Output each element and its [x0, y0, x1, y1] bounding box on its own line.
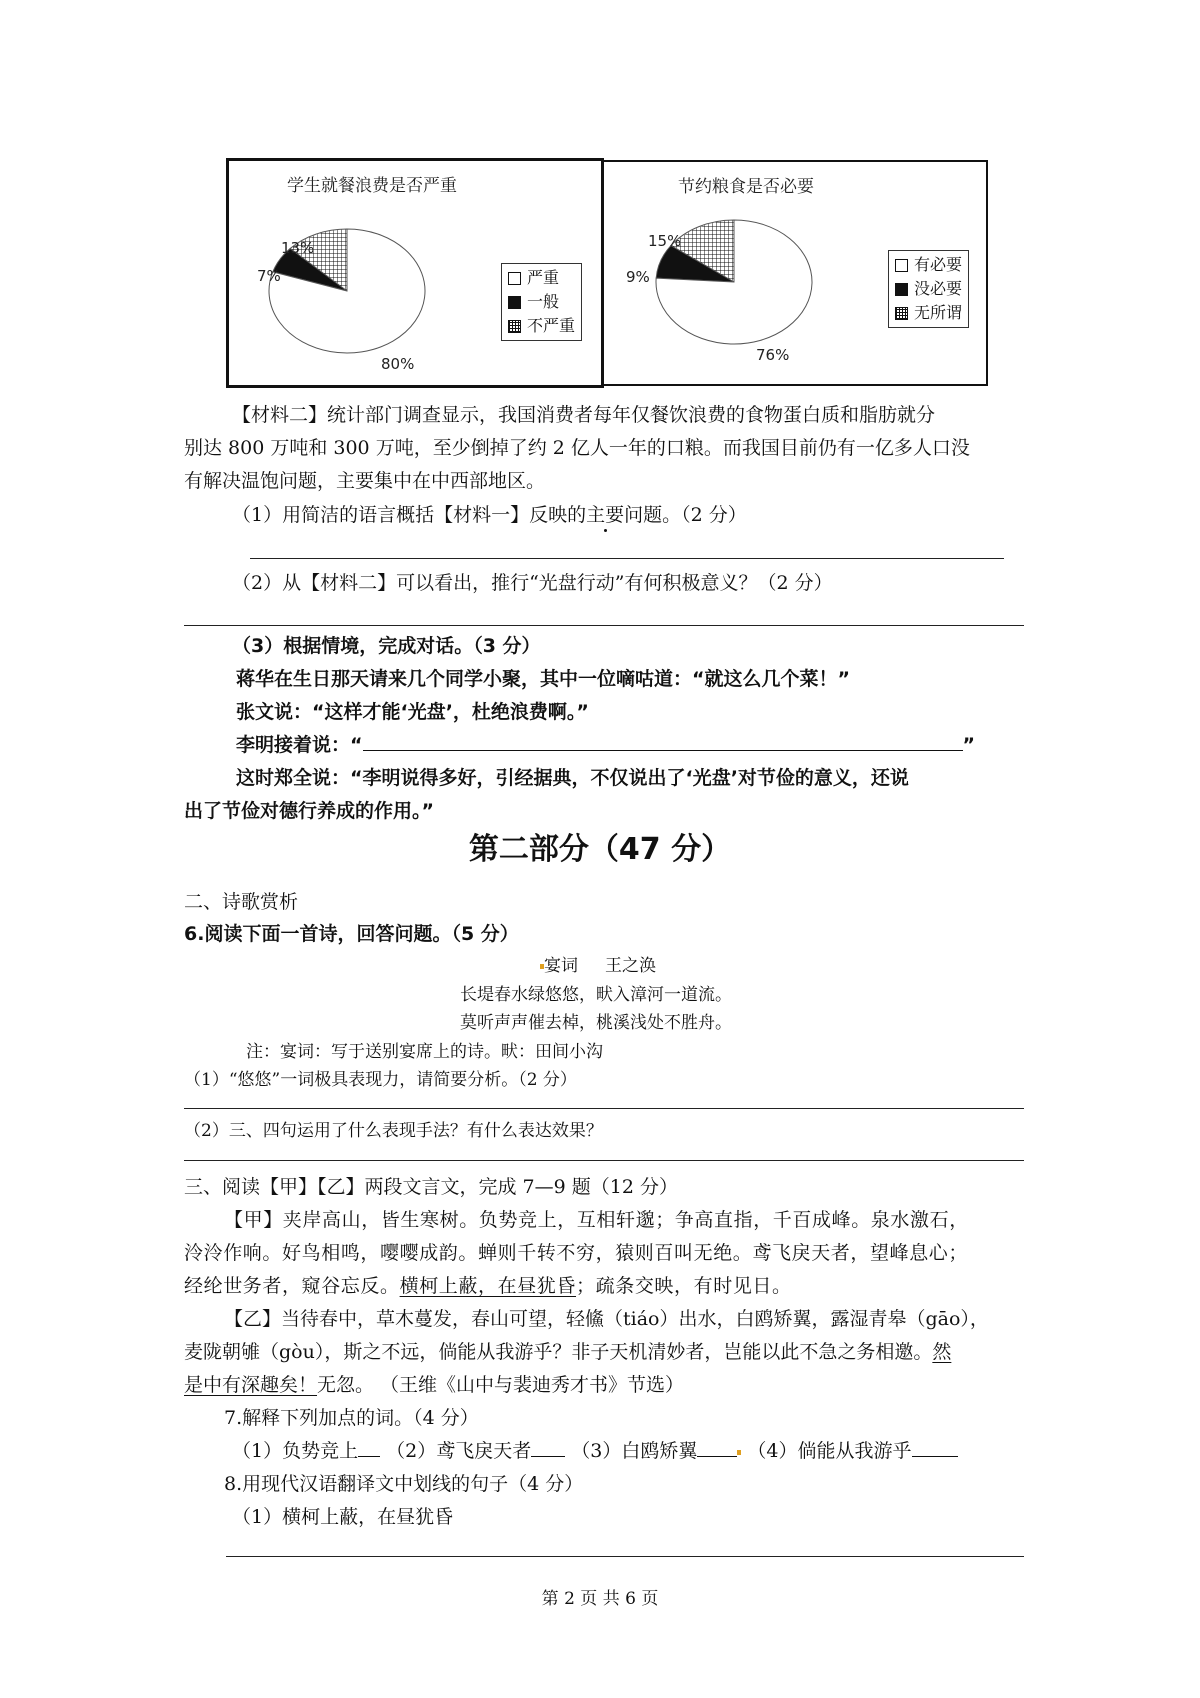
- dialogue-line: 这时郑全说：“李明说得多好，引经据典，不仅说出了‘光盘’对节俭的意义，还说: [236, 767, 909, 789]
- answer-blank[interactable]: [912, 1438, 958, 1457]
- answer-blank[interactable]: [358, 1438, 380, 1457]
- legend-label: 有必要: [914, 255, 963, 274]
- text-yi: 【乙】当待春中，草木蔓发，春山可望，轻鯈（tiáo）出水，白鸥矫翼，露湿青皋（gāo），: [224, 1308, 989, 1330]
- dialogue-line: 李明接着说：“ ”: [236, 734, 975, 756]
- material2-line: 【材料二】统计部门调查显示，我国消费者每年仅餐饮浪费的食物蛋白质和脂肪就分: [232, 404, 936, 426]
- answer-line: [184, 1160, 1024, 1161]
- swatch-icon: [895, 259, 908, 272]
- legend-item: [895, 277, 962, 301]
- answer-blank[interactable]: [363, 732, 963, 751]
- pie-label-1: 13%: [281, 239, 315, 257]
- legend-label: 无所谓: [914, 303, 963, 322]
- swatch-icon: [508, 320, 521, 333]
- chart-legend: [888, 250, 969, 328]
- text-jia: 经纶世务者，窥谷忘反。横柯上蔽，在昼犹昏；疏条交映，有时见日。: [184, 1275, 792, 1297]
- underlined-sentence: 是中有深趣矣！: [184, 1374, 318, 1396]
- pie-label-2: 7%: [257, 267, 281, 285]
- section-heading: 三、阅读【甲】【乙】两段文言文，完成 7—9 题（12 分）: [184, 1176, 678, 1198]
- answer-line: [184, 1108, 1024, 1109]
- question-6-1: （1）“悠悠”一词极具表现力，请简要分析。（2 分）: [184, 1070, 577, 1090]
- question-7-items: （1）负势竞上 （2）鸢飞戾天者 （3）白鸥矫翼 （4）倘能从我游乎: [232, 1436, 958, 1466]
- legend-item: [508, 290, 575, 314]
- legend-item: [895, 301, 962, 325]
- poem-line: 长堤春水绿悠悠，畎入漳河一道流。: [460, 985, 732, 1005]
- material2-line: 有解决温饱问题，主要集中在中西部地区。: [184, 470, 546, 492]
- chart-title: 节约粮食是否必要: [678, 177, 814, 197]
- mark-icon: [737, 1450, 741, 1455]
- dotted-word: 主要: [586, 504, 625, 526]
- dialogue-line: 蒋华在生日那天请来几个同学小聚，其中一位嘀咕道：“就这么几个菜！”: [236, 668, 850, 690]
- legend-item: [508, 314, 575, 338]
- text-jia: 泠泠作响。好鸟相鸣，嘤嘤成韵。蝉则千转不穷，猿则百叫无绝。鸢飞戾天者，望峰息心；: [184, 1242, 969, 1264]
- question-7-head: 7.解释下列加点的词。（4 分）: [224, 1407, 479, 1429]
- poem-title: 宴词 王之涣: [540, 951, 656, 981]
- swatch-icon: [508, 272, 521, 285]
- chart-legend: [501, 263, 582, 341]
- page-footer: 第 2 页 共 6 页: [541, 1589, 659, 1609]
- chart-saving-necessity: [602, 160, 988, 386]
- question-6-head: 6.阅读下面一首诗，回答问题。（5 分）: [184, 923, 519, 945]
- underlined-sentence: 然: [932, 1341, 952, 1363]
- swatch-icon: [508, 296, 521, 309]
- question-8-1: （1）横柯上蔽，在昼犹昏: [232, 1506, 454, 1528]
- legend-label: 严重: [527, 268, 560, 287]
- question-3-head: （3）根据情境，完成对话。（3 分）: [232, 635, 541, 657]
- poem-line: 莫听声声催去棹，桃溪浅处不胜舟。: [460, 1013, 732, 1033]
- question-8-head: 8.用现代汉语翻译文中划线的句子（4 分）: [224, 1473, 584, 1495]
- question-1: （1）用简洁的语言概括【材料一】反映的主要问题。（2 分）: [232, 504, 747, 526]
- pie-label-2: 9%: [626, 268, 650, 286]
- answer-line: [226, 1556, 1024, 1557]
- answer-line: [184, 625, 1024, 626]
- swatch-icon: [895, 307, 908, 320]
- dialogue-line: 张文说：“这样才能‘光盘’，杜绝浪费啊。”: [236, 701, 589, 723]
- material2-line: 别达 800 万吨和 300 万吨，至少倒掉了约 2 亿人一年的口粮。而我国目前仍有一亿多人口没: [184, 437, 970, 459]
- answer-line: [250, 558, 1004, 559]
- answer-blank[interactable]: [697, 1438, 737, 1457]
- poem-note: 注：宴词：写于送别宴席上的诗。畎：田间小沟: [246, 1042, 603, 1062]
- part-title: 第二部分（47 分）: [468, 832, 732, 867]
- legend-label: 不严重: [527, 316, 576, 335]
- legend-label: 一般: [527, 292, 560, 311]
- dialogue-line: 出了节俭对德行养成的作用。”: [184, 800, 434, 822]
- question-2: （2）从【材料二】可以看出，推行“光盘行动”有何积极意义？（2 分）: [232, 572, 833, 594]
- question-6-2: （2）三、四句运用了什么表现手法？有什么表达效果？: [184, 1121, 603, 1141]
- pie-label-3: 76%: [756, 346, 790, 364]
- text-yi: 麦陇朝雊（gòu），斯之不远，倘能从我游乎？非子天机清妙者，岂能以此不急之务相邀。然: [184, 1341, 952, 1363]
- underlined-sentence: 横柯上蔽，在昼犹昏: [399, 1275, 577, 1297]
- swatch-icon: [895, 283, 908, 296]
- text-yi: 是中有深趣矣！无忽。 （王维《山中与裴迪秀才书》节选）: [184, 1374, 685, 1396]
- legend-item: [895, 253, 962, 277]
- chart-title: 学生就餐浪费是否严重: [287, 176, 457, 196]
- text-jia: 【甲】夹岸高山，皆生寒树。负势竞上，互相轩邈；争高直指，千百成峰。泉水激石，: [224, 1209, 969, 1231]
- legend-item: [508, 266, 575, 290]
- section-heading: 二、诗歌赏析: [184, 891, 299, 913]
- answer-blank[interactable]: [531, 1438, 565, 1457]
- chart-waste-severity: [226, 158, 604, 388]
- pie-label-1: 15%: [648, 232, 682, 250]
- legend-label: 没必要: [914, 279, 963, 298]
- pie-label-3: 80%: [381, 355, 415, 373]
